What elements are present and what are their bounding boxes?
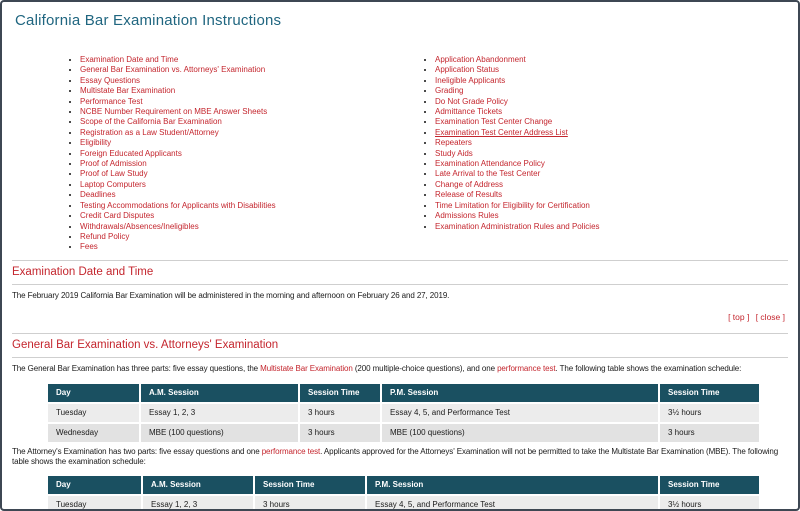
table-of-contents bbox=[12, 55, 788, 253]
attorney-exam-schedule-table bbox=[48, 476, 759, 511]
column-header: Session Time bbox=[254, 476, 366, 495]
toc-item bbox=[435, 107, 768, 117]
table-cell: Essay 4, 5, and Performance Test bbox=[366, 495, 659, 511]
toc-item bbox=[435, 117, 768, 127]
table-cell: Tuesday bbox=[48, 495, 142, 511]
toc-item bbox=[435, 97, 768, 107]
section-nav bbox=[12, 312, 788, 322]
table-cell: 3 hours bbox=[299, 403, 381, 423]
toc-link[interactable]: Multistate Bar Examination bbox=[80, 86, 176, 96]
table-cell: 3½ hours bbox=[668, 499, 702, 509]
toc-item bbox=[435, 159, 768, 169]
toc-right-column bbox=[368, 55, 768, 253]
toc-link[interactable]: Examination Date and Time bbox=[80, 55, 179, 64]
toc-item bbox=[435, 169, 768, 179]
toc-item bbox=[80, 86, 368, 96]
toc-link[interactable]: Examination Test Center Address List bbox=[435, 127, 568, 137]
general-exam-schedule-table bbox=[48, 384, 759, 442]
toc-link[interactable]: General Bar Examination vs. Attorneys' Examination bbox=[80, 65, 266, 75]
toc-link[interactable]: Examination Test Center Change bbox=[435, 117, 553, 127]
column-header: P.M. Session bbox=[381, 384, 659, 403]
column-header: P.M. Session bbox=[366, 476, 659, 495]
toc-link[interactable]: Release of Results bbox=[435, 190, 503, 200]
column-header: Day bbox=[48, 476, 142, 495]
toc-link[interactable]: Eligibility bbox=[80, 138, 112, 148]
toc-item bbox=[435, 86, 768, 96]
toc-link[interactable]: Ineligible Applicants bbox=[435, 75, 506, 85]
table-cell: MBE (100 questions) bbox=[381, 423, 659, 442]
table-cell: Essay 1, 2, 3 bbox=[140, 403, 299, 423]
page-content bbox=[2, 11, 798, 511]
toc-link[interactable]: Examination Attendance Policy bbox=[435, 159, 545, 169]
toc-link[interactable]: Admissions Rules bbox=[435, 211, 499, 221]
column-header: Session Time bbox=[299, 384, 381, 403]
toc-item bbox=[435, 76, 768, 86]
table-cell: 3 hours bbox=[254, 495, 366, 511]
toc-item bbox=[435, 190, 768, 200]
table-cell: 3 hours bbox=[299, 423, 381, 442]
toc-item bbox=[80, 149, 368, 159]
toc-link[interactable]: Foreign Educated Applicants bbox=[80, 148, 182, 158]
toc-item bbox=[80, 97, 368, 107]
toc-link[interactable]: Repeaters bbox=[435, 138, 472, 148]
toc-link[interactable]: Fees bbox=[80, 242, 98, 252]
toc-link[interactable]: Application Abandonment bbox=[435, 55, 526, 64]
column-header: A.M. Session bbox=[142, 476, 254, 495]
toc-item bbox=[80, 180, 368, 190]
column-header: Day bbox=[48, 384, 140, 403]
table-cell: 3 hours bbox=[668, 427, 695, 437]
toc-link[interactable]: Study Aids bbox=[435, 148, 473, 158]
toc-item bbox=[435, 149, 768, 159]
close-link[interactable]: [ close ] bbox=[755, 312, 785, 323]
toc-item bbox=[80, 222, 368, 232]
toc-link[interactable]: Change of Address bbox=[435, 179, 504, 189]
general-vs-attorneys-heading: General Bar Examination vs. Attorneys' Examination bbox=[12, 339, 788, 358]
table-row bbox=[48, 495, 759, 511]
toc-item bbox=[80, 55, 368, 65]
table-cell: Tuesday bbox=[48, 403, 140, 423]
toc-link[interactable]: Late Arrival to the Test Center bbox=[435, 169, 541, 179]
table-cell: 3½ hours bbox=[668, 407, 702, 417]
toc-item bbox=[80, 201, 368, 211]
table-cell: Essay 4, 5, and Performance Test bbox=[381, 403, 659, 423]
toc-link[interactable]: Time Limitation for Eligibility for Certification bbox=[435, 200, 590, 210]
toc-link[interactable]: Proof of Law Study bbox=[80, 169, 148, 179]
text-segment: . The following table shows the examination schedule: bbox=[555, 364, 742, 374]
table-row bbox=[48, 403, 759, 423]
toc-item bbox=[80, 128, 368, 138]
toc-link[interactable]: Admittance Tickets bbox=[435, 107, 503, 117]
exam-date-body: The February 2019 California Bar Examination will be administered in the morning and afternoon on February 26 and 27, 2019. bbox=[12, 290, 450, 300]
toc-item bbox=[80, 76, 368, 86]
toc-link[interactable]: Withdrawals/Absences/Ineligibles bbox=[80, 221, 199, 231]
toc-link[interactable]: Examination Administration Rules and Policies bbox=[435, 221, 600, 231]
toc-left-column bbox=[12, 55, 368, 253]
toc-item bbox=[80, 169, 368, 179]
toc-item bbox=[80, 242, 368, 252]
section-divider bbox=[12, 333, 788, 334]
toc-item bbox=[80, 117, 368, 127]
toc-item bbox=[435, 128, 768, 138]
attorney-exam-intro bbox=[12, 447, 788, 468]
column-header: Session Time bbox=[659, 384, 759, 403]
table-row bbox=[48, 423, 759, 442]
toc-item bbox=[80, 211, 368, 221]
toc-link[interactable]: Scope of the California Bar Examination bbox=[80, 117, 222, 127]
table-cell: MBE (100 questions) bbox=[140, 423, 299, 442]
toc-link[interactable]: Registration as a Law Student/Attorney bbox=[80, 127, 219, 137]
general-exam-intro bbox=[12, 364, 788, 375]
text-segment: The General Bar Examination has three parts: five essay questions, the bbox=[12, 364, 261, 374]
toc-item bbox=[80, 190, 368, 200]
toc-item bbox=[80, 232, 368, 242]
toc-link[interactable]: Do Not Grade Policy bbox=[435, 96, 508, 106]
toc-link[interactable]: NCBE Number Requirement on MBE Answer Sheets bbox=[80, 107, 268, 117]
inline-link[interactable]: performance test bbox=[261, 446, 321, 456]
exam-date-heading: Examination Date and Time bbox=[12, 266, 788, 285]
table-header-row bbox=[48, 384, 759, 403]
inline-link[interactable]: performance test bbox=[497, 364, 556, 374]
table-header-row bbox=[48, 476, 759, 495]
section-exam-date-time bbox=[12, 266, 788, 323]
toc-link[interactable]: Grading bbox=[435, 86, 464, 96]
column-header: A.M. Session bbox=[140, 384, 299, 403]
toc-link[interactable]: Proof of Admission bbox=[80, 159, 147, 169]
toc-item bbox=[435, 222, 768, 232]
toc-item bbox=[80, 65, 368, 75]
toc-item bbox=[435, 180, 768, 190]
page-title: California Bar Examination Instructions bbox=[15, 12, 282, 29]
toc-link[interactable]: Refund Policy bbox=[80, 231, 130, 241]
inline-link[interactable]: Multistate Bar Examination bbox=[260, 364, 353, 374]
toc-item bbox=[80, 107, 368, 117]
column-header: Session Time bbox=[659, 476, 759, 495]
toc-link[interactable]: Essay Questions bbox=[80, 75, 141, 85]
toc-item bbox=[435, 211, 768, 221]
toc-item bbox=[80, 138, 368, 148]
toc-link[interactable]: Deadlines bbox=[80, 190, 116, 200]
section-general-vs-attorneys bbox=[12, 339, 788, 511]
text-segment: (200 multiple-choice questions), and one bbox=[352, 364, 498, 374]
toc-item bbox=[435, 201, 768, 211]
table-cell: Essay 1, 2, 3 bbox=[142, 495, 254, 511]
text-segment: . Applicants approved for the Attorneys' Examination will not be permitted to take the Multistate Bar Examination (MBE). The following table shows the examination schedule: bbox=[12, 446, 779, 467]
toc-link[interactable]: Application Status bbox=[435, 65, 500, 75]
toc-link[interactable]: Credit Card Disputes bbox=[80, 211, 155, 221]
toc-link[interactable]: Performance Test bbox=[80, 96, 143, 106]
toc-item bbox=[435, 65, 768, 75]
toc-item bbox=[80, 159, 368, 169]
toc-link[interactable]: Testing Accommodations for Applicants with Disabilities bbox=[80, 200, 276, 210]
top-link[interactable]: [ top ] bbox=[728, 312, 750, 323]
table-cell: Wednesday bbox=[48, 423, 140, 442]
section-divider bbox=[12, 260, 788, 261]
toc-link[interactable]: Laptop Computers bbox=[80, 179, 146, 189]
toc-item bbox=[435, 55, 768, 65]
text-segment: The Attorney's Examination has two parts: five essay questions and one bbox=[12, 446, 262, 456]
toc-item bbox=[435, 138, 768, 148]
